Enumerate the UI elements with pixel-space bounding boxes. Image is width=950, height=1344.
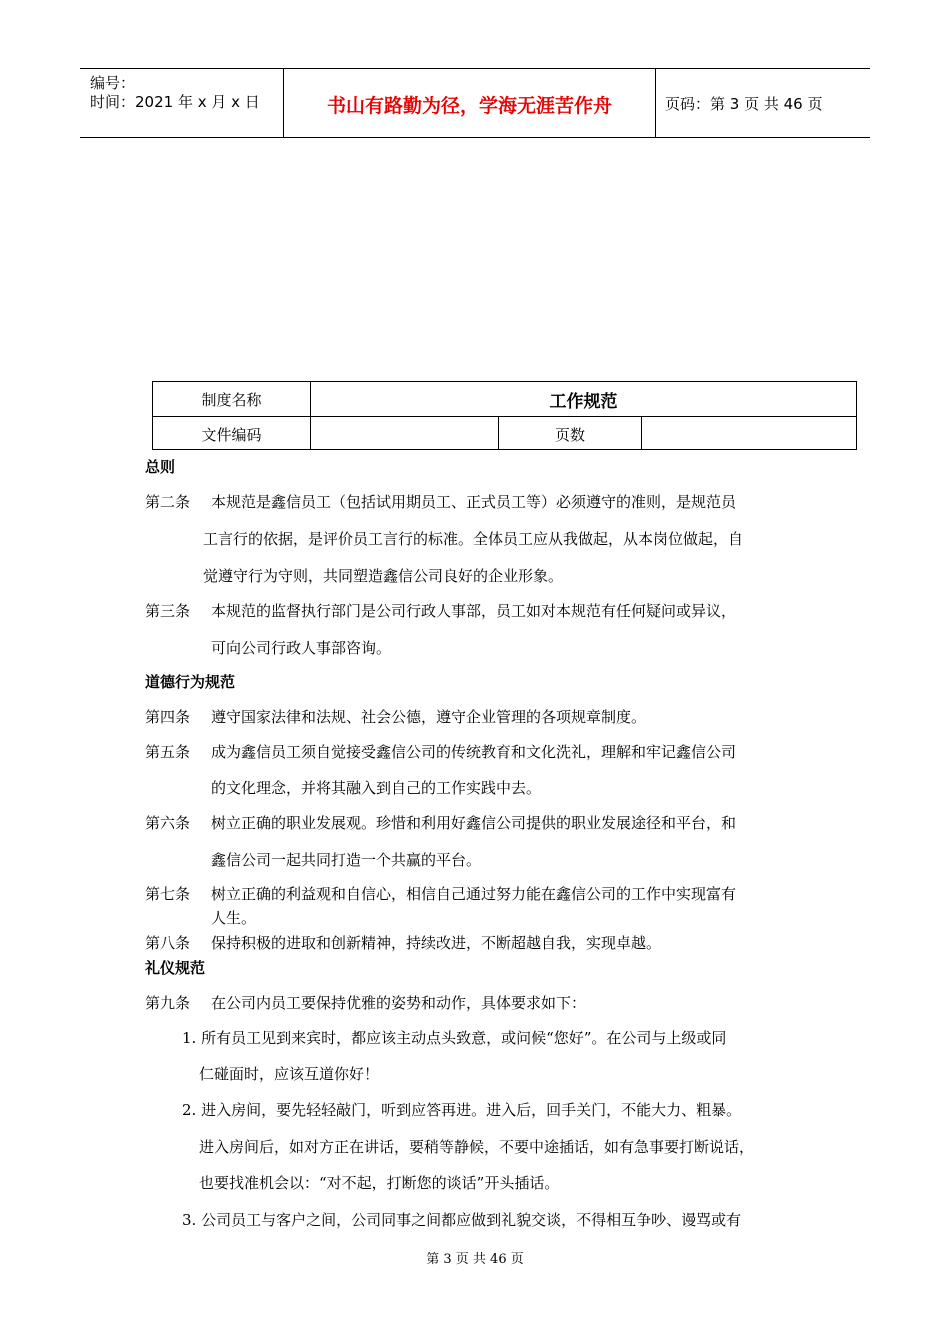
article-label: 第九条 (145, 994, 191, 1012)
file-code-label: 文件编码 (201, 426, 262, 444)
document-info-table (152, 381, 857, 450)
article-line: 可向公司行政人事部咨询。 (211, 639, 392, 657)
article-line: 的文化理念，并将其融入到自己的工作实践中去。 (211, 779, 542, 797)
article-line: 本规范是鑫信员工（包括试用期员工、正式员工等）必须遵守的准则，是规范员 (211, 493, 737, 511)
list-item-line: 3. 公司员工与客户之间，公司同事之间都应做到礼貌交谈，不得相互争吵、谩骂或有 (182, 1211, 742, 1229)
article-line: 保持积极的进取和创新精神，持续改进，不断超越自我，实现卓越。 (211, 934, 662, 952)
article-label: 第二条 (145, 493, 191, 511)
list-item-line: 进入房间后，如对方正在讲话，要稍等静候，不要中途插话，如有急事要打断说话， (199, 1138, 755, 1156)
policy-title: 工作规范 (549, 392, 618, 412)
article-line: 树立正确的利益观和自信心，相信自己通过努力能在鑫信公司的工作中实现富有 (211, 885, 737, 903)
page-info: 页码：第 3 页 共 46 页 (665, 95, 823, 113)
list-item-line: 1. 所有员工见到来宾时，都应该主动点头致意，或问候“您好”。在公司与上级或同 (182, 1029, 727, 1047)
list-item-line: 也要找准机会以：“对不起，打断您的谈话”开头插话。 (199, 1174, 560, 1192)
article-line: 觉遵守行为守则，共同塑造鑫信公司良好的企业形象。 (203, 567, 564, 585)
page-footer: 第 3 页 共 46 页 (426, 1252, 524, 1267)
article-line: 本规范的监督执行部门是公司行政人事部，员工如对本规范有任何疑问或异议， (211, 602, 737, 620)
motto: 书山有路勤为径，学海无涯苦作舟 (326, 95, 612, 117)
header-center-cell (283, 69, 656, 137)
article-line: 遵守国家法律和法规、社会公德，遵守企业管理的各项规章制度。 (211, 708, 647, 726)
header-left-cell (80, 69, 283, 137)
list-item-line: 2. 进入房间，要先轻轻敲门，听到应答再进。进入后，回手关门，不能大力、粗暴。 (182, 1101, 742, 1119)
article-label: 第六条 (145, 814, 191, 832)
article-line: 在公司内员工要保持优雅的姿势和动作，具体要求如下： (211, 994, 587, 1012)
date-label: 时间：2021 年 x 月 x 日 (90, 93, 260, 111)
article-label: 第八条 (145, 934, 191, 952)
article-label: 第七条 (145, 885, 191, 903)
section-heading-etiquette: 礼仪规范 (145, 959, 206, 977)
article-label: 第三条 (145, 602, 191, 620)
table-divider (153, 416, 856, 417)
section-heading-general: 总则 (145, 458, 176, 476)
article-line: 树立正确的职业发展观。珍惜和利用好鑫信公司提供的职业发展途径和平台，和 (211, 814, 737, 832)
list-item-line: 仁碰面时，应该互道你好！ (199, 1065, 380, 1083)
article-label: 第四条 (145, 708, 191, 726)
policy-name-label: 制度名称 (201, 391, 262, 409)
article-line: 人生。 (211, 909, 257, 927)
article-label: 第五条 (145, 743, 191, 761)
header-right-cell (655, 69, 870, 137)
section-heading-ethics: 道德行为规范 (145, 673, 236, 691)
article-line: 工言行的依据，是评价员工言行的标准。全体员工应从我做起，从本岗位做起，自 (203, 530, 744, 548)
table-divider (641, 417, 642, 449)
number-label: 编号： (90, 74, 136, 92)
page-header (80, 68, 870, 138)
article-line: 成为鑫信员工须自觉接受鑫信公司的传统教育和文化洗礼，理解和牢记鑫信公司 (211, 743, 737, 761)
article-line: 鑫信公司一起共同打造一个共赢的平台。 (211, 851, 482, 869)
pages-label: 页数 (554, 426, 585, 444)
